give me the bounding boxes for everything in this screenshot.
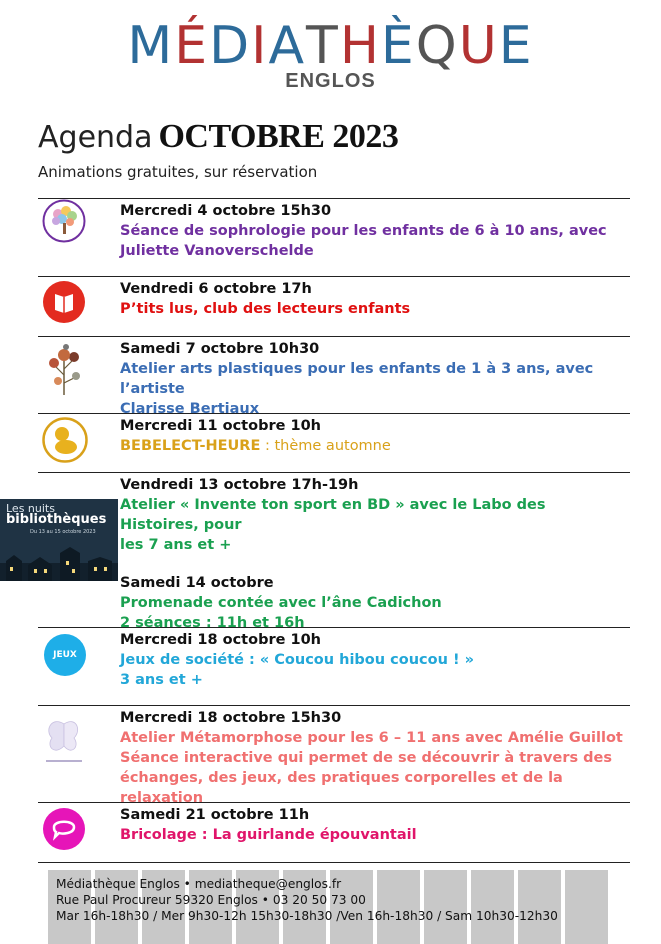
event-date: Samedi 7 octobre 10h30: [120, 341, 320, 357]
banner-line: Les nuits: [6, 502, 55, 515]
tree-icon: [42, 199, 86, 243]
event-description: Atelier arts plastiques pour les enfants de 1 à 3 ans, avec l’artiste: [120, 361, 594, 397]
event-description: Promenade contée avec l’âne Cadichon: [120, 595, 442, 611]
event-description: échanges, des jeux, des pratiques corporelles et de la relaxation: [120, 770, 563, 806]
logo-letter: È: [380, 16, 416, 76]
event-item: [38, 627, 630, 706]
banner-line: bibliothèques: [6, 512, 107, 527]
logo-letter: É: [174, 16, 210, 76]
event-item: [38, 336, 630, 417]
event-description: Juliette Vanoverschelde: [120, 243, 314, 259]
logo-letter: D: [209, 16, 252, 76]
page-title: [38, 118, 398, 156]
event-date: Vendredi 13 octobre 17h-19h: [120, 477, 359, 493]
event-description: P’tits lus, club des lecteurs enfants: [120, 301, 411, 317]
divider: [38, 862, 630, 863]
agenda-word: Agenda: [38, 120, 153, 155]
logo-letter: E: [498, 16, 534, 76]
event-item: [38, 413, 630, 473]
event-item: [38, 276, 630, 337]
jeux-label: JEUX: [53, 650, 77, 660]
event-description: Jeux de société : « Coucou hibou coucou ! »: [120, 652, 474, 668]
event-description: : thème automne: [260, 438, 391, 454]
event-item: [38, 705, 630, 806]
banner-line: Du 13 au 15 octobre 2023: [30, 529, 96, 535]
footer-address: Rue Paul Procureur 59320 Englos • 03 20 50 73 00: [56, 893, 366, 907]
logo-letter: Q: [415, 16, 459, 76]
event-description: Atelier « Invente ton sport en BD » avec le Labo des Histoires, pour: [120, 497, 546, 533]
event-date: Samedi 14 octobre: [120, 575, 274, 591]
flowers-icon: [44, 341, 84, 397]
logo-letter: U: [458, 16, 499, 76]
logo-subtitle: ENGLOS: [285, 70, 376, 92]
event-description: Clarisse Bertiaux: [120, 401, 260, 417]
event-description: les 7 ans et +: [120, 537, 232, 553]
baby-icon: [42, 417, 88, 463]
event-item: [38, 198, 630, 277]
page-subtitle: Animations gratuites, sur réservation: [38, 163, 318, 181]
logo-letter: A: [268, 16, 307, 76]
event-date: Mercredi 4 octobre 15h30: [120, 203, 332, 219]
footer-contact: Médiathèque Englos • mediatheque@englos.fr: [56, 877, 342, 891]
event-description: Bricolage : La guirlande épouvantail: [120, 827, 417, 843]
agenda-month: OCTOBRE 2023: [158, 118, 399, 155]
event-description: Atelier Métamorphose pour les 6 – 11 ans avec Amélie Guillot: [120, 730, 623, 746]
logo-letter: I: [251, 16, 269, 76]
event-description: 3 ans et +: [120, 672, 203, 688]
event-date: Samedi 21 octobre 11h: [120, 807, 310, 823]
skyline-icon: [0, 539, 118, 581]
event-description: 2 séances : 11h et 16h: [120, 615, 305, 631]
logo-letter: T: [306, 16, 340, 76]
chat-bubble-icon: [42, 807, 86, 851]
event-item: [38, 802, 630, 863]
logo-letter: H: [339, 16, 381, 76]
event-date: Mercredi 18 octobre 15h30: [120, 710, 342, 726]
footer-hours: Mar 16h-18h30 / Mer 9h30-12h 15h30-18h30 /Ven 16h-18h30 / Sam 10h30-12h30: [56, 909, 558, 923]
logo-title: [0, 18, 661, 74]
book-icon: [42, 280, 86, 324]
event-date: Mercredi 11 octobre 10h: [120, 418, 321, 434]
event-item: [38, 472, 630, 631]
event-name: BEBELECT-HEURE: [120, 438, 261, 454]
footer: [48, 870, 608, 944]
event-description: Séance interactive qui permet de se découvrir à travers des: [120, 750, 612, 766]
event-date: Mercredi 18 octobre 10h: [120, 632, 321, 648]
logo-letter: M: [127, 16, 175, 76]
jeux-icon: [44, 634, 86, 676]
event-description: Séance de sophrologie pour les enfants de 6 à 10 ans, avec: [120, 223, 607, 239]
nuits-banner: [0, 499, 118, 581]
event-date: Vendredi 6 octobre 17h: [120, 281, 312, 297]
logo: [0, 18, 661, 93]
butterfly-icon: [42, 716, 86, 768]
